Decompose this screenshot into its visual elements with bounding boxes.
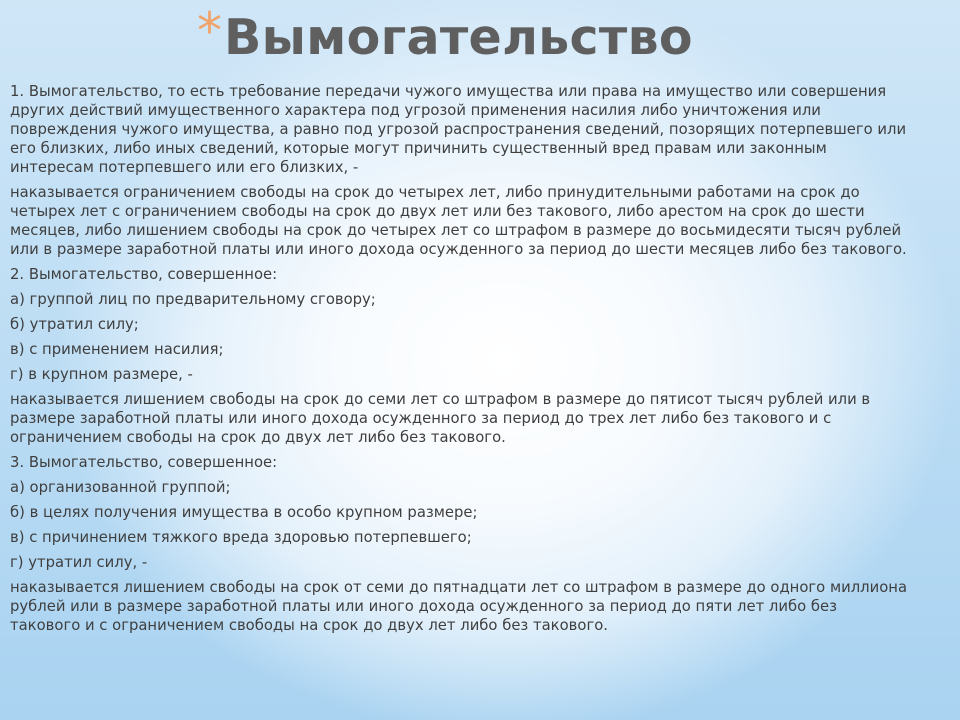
list-item-part3-c: в) с причинением тяжкого вреда здоровью потерпевшего; bbox=[10, 529, 472, 546]
paragraph-part3-heading: 3. Вымогательство, совершенное: bbox=[10, 454, 278, 471]
paragraph-part3-punishment: наказывается лишением свободы на срок от семи до пятнадцати лет со штрафом в размере до одного миллиона рублей или в размере заработной платы или иного дохода осужденного за период до пяти лет либо без такового и с ограничением свободы на срок до двух лет либо без такового. bbox=[10, 579, 908, 634]
paragraph-part1-definition: 1. Вымогательство, то есть требование передачи чужого имущества или права на имущество или совершения других действий имущественного характера под угрозой применения насилия либо уничтожения или повреждения чужого имущества, а равно под угрозой распространения сведений, позорящих потерпевшего или его близких, либо иных сведений, которые могут причинить существенный вред правам или законным интересам потерпевшего или его близких, - bbox=[10, 83, 907, 176]
asterisk-icon: * bbox=[197, 2, 222, 60]
list-item-part2-a: а) группой лиц по предварительному сговору; bbox=[10, 291, 376, 308]
list-item-part2-c: в) с применением насилия; bbox=[10, 341, 224, 358]
list-item-part2-d: г) в крупном размере, - bbox=[10, 366, 193, 383]
list-item-part3-d: г) утратил силу, - bbox=[10, 554, 148, 571]
list-item-part2-b: б) утратил силу; bbox=[10, 316, 139, 333]
list-item-part3-a: а) организованной группой; bbox=[10, 479, 231, 496]
list-item-part3-b: б) в целях получения имущества в особо крупном размере; bbox=[10, 504, 478, 521]
title-area bbox=[197, 2, 693, 74]
slide-title: Вымогательство bbox=[224, 9, 693, 66]
paragraph-part2-punishment: наказывается лишением свободы на срок до семи лет со штрафом в размере до пятисот тысяч рублей или в размере заработной платы или иного дохода осужденного за период до трех лет либо без такового и с ограничением свободы на срок до двух лет либо без такового. bbox=[10, 391, 871, 446]
paragraph-part2-heading: 2. Вымогательство, совершенное: bbox=[10, 266, 278, 283]
body-text bbox=[10, 82, 910, 641]
paragraph-part1-punishment: наказывается ограничением свободы на срок до четырех лет, либо принудительными работами на срок до четырех лет с ограничением свободы на срок до двух лет или без такового, либо арестом на срок до шести месяцев, либо лишением свободы на срок до четырех лет со штрафом в размере до восьмидесяти тысяч рублей или в размере заработной платы или иного дохода осужденного за период до шести месяцев либо без такового. bbox=[10, 184, 907, 258]
